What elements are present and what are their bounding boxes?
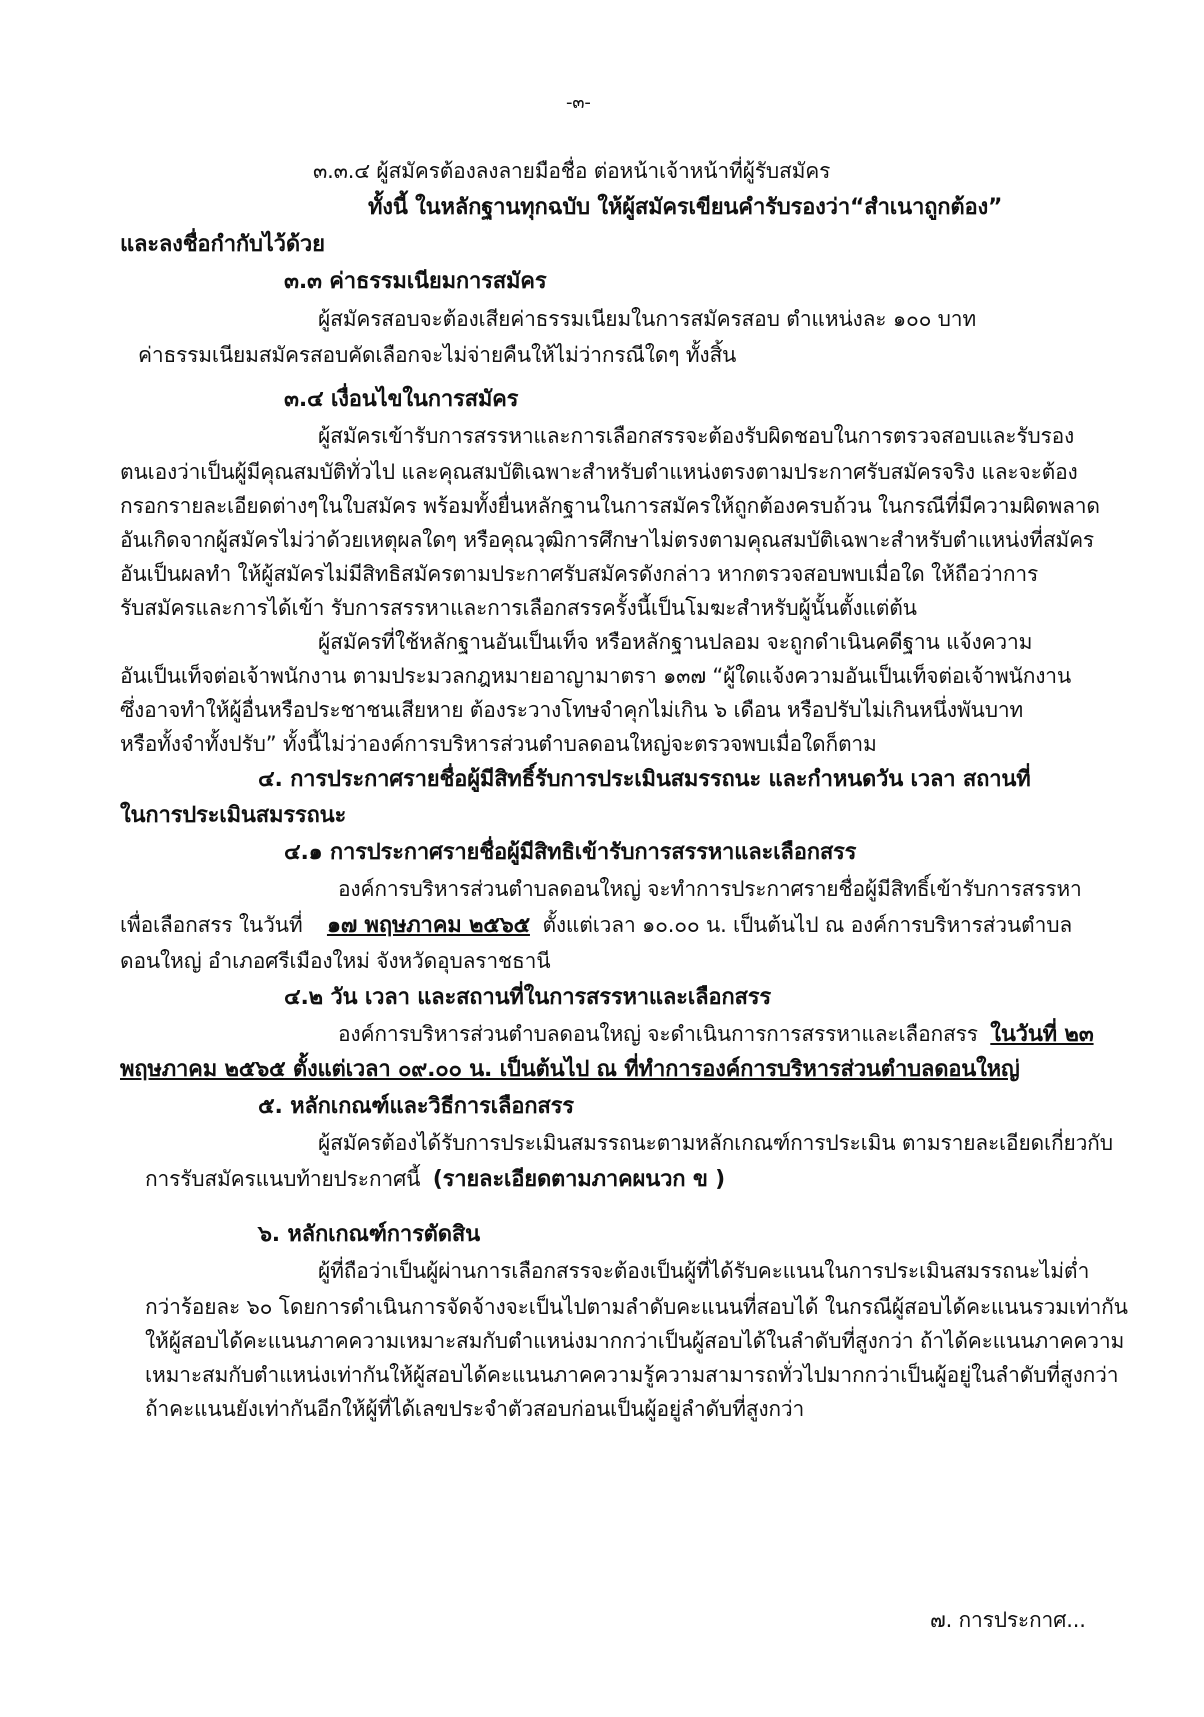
conditions-p1-line: ตนเองว่าเป็นผู้มีคุณสมบัติทั่วไป และคุณสมบัติเฉพาะสำหรับตำแหน่งตรงตามประกาศรับสมัครจริง และจะต้อง: [120, 460, 1078, 484]
section-4-1-line-3: ดอนใหญ่ อำเภอศรีเมืองใหม่ จังหวัดอุบลราชธานี: [120, 949, 551, 973]
section-4-2-heading: ๔.๒ วัน เวลา และสถานที่ในการสรรหาและเลือกสรร: [284, 985, 771, 1010]
section-5-line-2: [145, 1164, 725, 1195]
section-4-1-line-2: [120, 910, 1072, 941]
section-6-line: เหมาะสมกับตำแหน่งเท่ากันให้ผู้สอบได้คะแนนภาคความรู้ความสามารถทั่วไปมากกว่าเป็นผู้อยู่ในลำดับที่สูงกว่า: [145, 1363, 1119, 1387]
section-4-2-line-2: พฤษภาคม ๒๕๖๕ ตั้งแต่เวลา ๐๙.๐๐ น. เป็นต้นไป ณ ที่ทำการองค์การบริหารส่วนตำบลดอนใหญ่: [120, 1057, 1020, 1082]
next-page-reference: ๗. การประกาศ...: [930, 1608, 1086, 1632]
section-4-1-line-1: องค์การบริหารส่วนตำบลดอนใหญ่ จะทำการประกาศรายชื่อผู้มีสิทธิ์เข้ารับการสรรหา: [338, 877, 1082, 901]
fee-paragraph-1: ผู้สมัครสอบจะต้องเสียค่าธรรมเนียมในการสมัครสอบ ตำแหน่งละ ๑๐๐ บาท: [318, 307, 977, 331]
section-6-line: ให้ผู้สอบได้คะแนนภาคความเหมาะสมกับตำแหน่งมากกว่าเป็นผู้สอบได้ในลำดับที่สูงกว่า ถ้าได้คะแนนภาคความ: [145, 1329, 1125, 1353]
announce-date-tail: ตั้งแต่เวลา ๑๐.๐๐ น. เป็นต้นไป ณ องค์การบริหารส่วนตำบล: [542, 913, 1073, 937]
appendix-lead: การรับสมัครแนบท้ายประกาศนี้: [145, 1167, 421, 1191]
section-6-heading: ๖. หลักเกณฑ์การตัดสิน: [258, 1222, 480, 1247]
section-5-heading: ๕. หลักเกณฑ์และวิธีการเลือกสรร: [258, 1094, 574, 1119]
section-3-3-4: ๓.๓.๔ ผู้สมัครต้องลงลายมือชื่อ ต่อหน้าเจ้าหน้าที่ผู้รับสมัคร: [313, 159, 831, 183]
section-4-heading-1: ๔. การประกาศรายชื่อผู้มีสิทธิ์รับการประเมินสมรรถนะ และกำหนดวัน เวลา สถานที่: [258, 767, 1031, 792]
certify-line-2: และลงชื่อกำกับไว้ด้วย: [120, 232, 325, 257]
section-4-heading-2: ในการประเมินสมรรถนะ: [120, 803, 347, 828]
conditions-heading: ๓.๔ เงื่อนไขในการสมัคร: [284, 387, 519, 412]
certify-line-1: ทั้งนี้ ในหลักฐานทุกฉบับ ให้ผู้สมัครเขียนคำรับรองว่า“สำเนาถูกต้อง”: [368, 195, 1003, 220]
conditions-p1-line: รับสมัครและการได้เข้า รับการสรรหาและการเลือกสรรครั้งนี้เป็นโมฆะสำหรับผู้นั้นตั้งแต่ต้น: [120, 596, 917, 620]
conditions-p1-line: กรอกรายละเอียดต่างๆในใบสมัคร พร้อมทั้งยื่นหลักฐานในการสมัครให้ถูกต้องครบถ้วน ในกรณีที่มีความผิดพลาด: [120, 494, 1100, 518]
selection-date-lead: องค์การบริหารส่วนตำบลดอนใหญ่ จะดำเนินการการสรรหาและเลือกสรร: [338, 1022, 978, 1046]
section-6-line: กว่าร้อยละ ๖๐ โดยการดำเนินการจัดจ้างจะเป็นไปตามลำดับคะแนนที่สอบได้ ในกรณีผู้สอบได้คะแนนรวมเท่ากัน: [145, 1295, 1128, 1319]
section-5-line-1: ผู้สมัครต้องได้รับการประเมินสมรรถนะตามหลักเกณฑ์การประเมิน ตามรายละเอียดเกี่ยวกับ: [318, 1131, 1113, 1155]
fee-heading: ๓.๓ ค่าธรรมเนียมการสมัคร: [284, 269, 547, 294]
fee-paragraph-2: ค่าธรรมเนียมสมัครสอบคัดเลือกจะไม่จ่ายคืนให้ไม่ว่ากรณีใดๆ ทั้งสิ้น: [138, 343, 737, 367]
section-6-line: ถ้าคะแนนยังเท่ากันอีกให้ผู้ที่ได้เลขประจำตัวสอบก่อนเป็นผู้อยู่ลำดับที่สูงกว่า: [145, 1397, 805, 1421]
conditions-p2-line: ซึ่งอาจทำให้ผู้อื่นหรือประชาชนเสียหาย ต้องระวางโทษจำคุกไม่เกิน ๖ เดือน หรือปรับไม่เกินหนึ่งพันบาท: [120, 698, 1024, 722]
appendix-reference: (รายละเอียดตามภาคผนวก ข ): [432, 1167, 725, 1192]
section-4-2-line-1: [338, 1019, 1094, 1050]
conditions-p2-line: อันเป็นเท็จต่อเจ้าพนักงาน ตามประมวลกฎหมายอาญามาตรา ๑๓๗ “ผู้ใดแจ้งความอันเป็นเท็จต่อเจ้าพนักงาน: [120, 664, 1072, 688]
conditions-p1-line: อันเป็นผลทำ ให้ผู้สมัครไม่มีสิทธิสมัครตามประกาศรับสมัครดังกล่าว หากตรวจสอบพบเมื่อใด ให้ถือว่าการ: [120, 562, 1039, 586]
announce-date-lead: เพื่อเลือกสรร ในวันที่: [120, 913, 303, 937]
announce-date: ๑๗ พฤษภาคม ๒๕๖๕: [326, 913, 530, 938]
conditions-p2-line: ผู้สมัครที่ใช้หลักฐานอันเป็นเท็จ หรือหลักฐานปลอม จะถูกดำเนินคดีฐาน แจ้งความ: [318, 630, 1033, 654]
page-number: -๓-: [566, 92, 591, 113]
section-6-line: ผู้ที่ถือว่าเป็นผู้ผ่านการเลือกสรรจะต้องเป็นผู้ที่ได้รับคะแนนในการประเมินสมรรถนะไม่ต่ำ: [318, 1259, 1090, 1283]
conditions-p1-line: อันเกิดจากผู้สมัครไม่ว่าด้วยเหตุผลใดๆ หรือคุณวุฒิการศึกษาไม่ตรงตามคุณสมบัติเฉพาะสำหรับตำแหน่งที่สมัคร: [120, 528, 1095, 552]
conditions-p1-line: ผู้สมัครเข้ารับการสรรหาและการเลือกสรรจะต้องรับผิดชอบในการตรวจสอบและรับรอง: [318, 424, 1075, 448]
section-4-1-heading: ๔.๑ การประกาศรายชื่อผู้มีสิทธิเข้ารับการสรรหาและเลือกสรร: [284, 840, 857, 865]
conditions-p2-line: หรือทั้งจำทั้งปรับ” ทั้งนี้ไม่ว่าองค์การบริหารส่วนตำบลดอนใหญ่จะตรวจพบเมื่อใดก็ตาม: [120, 732, 877, 756]
selection-date-start: ในวันที่ ๒๓: [990, 1022, 1094, 1047]
